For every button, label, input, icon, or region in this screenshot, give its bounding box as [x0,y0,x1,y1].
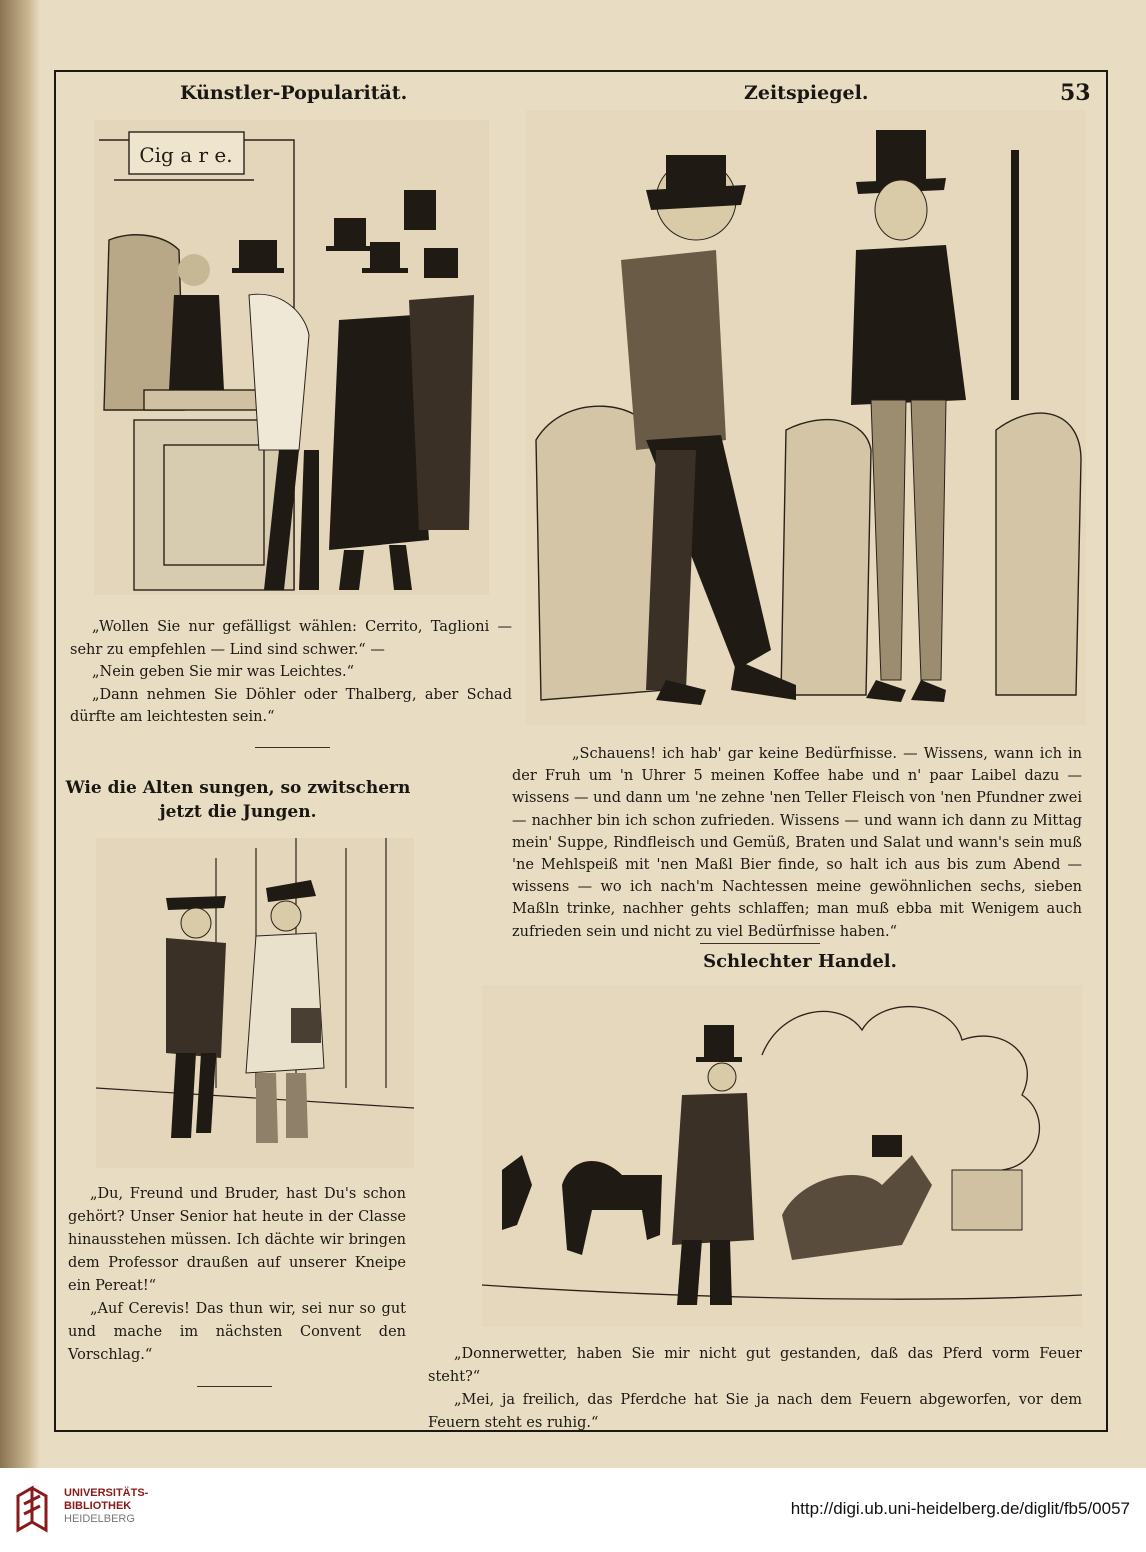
caption-line: „Wollen Sie nur gefälligst wählen: Cerrito, Taglioni — sehr zu empfehlen — Lind sind schwer.“ — [70,619,512,658]
section-divider [197,1386,272,1387]
section-divider [255,747,330,748]
library-footer [0,1468,1146,1552]
cigar-shop-caption [70,616,512,729]
caption-line: „Mei, ja freilich, das Pferdche hat Sie ja nach dem Feuern abgeworfen, vor dem Feuern steht es ruhig.“ [428,1392,1082,1431]
library-name-line: UNIVERSITÄTS- [64,1487,149,1499]
page-number: 53 [1060,80,1091,106]
caption-line: „Donnerwetter, haben Sie mir nicht gut gestanden, daß das Pferd vorm Feuer steht?“ [428,1346,1082,1385]
caption-line: „Nein geben Sie mir was Leichtes.“ [92,664,355,680]
students-illustration [96,838,414,1168]
left-header-title: Künstler-Popularität. [180,82,408,104]
shop-sign: Cig a r e. [139,143,233,167]
caption-line: „Du, Freund und Bruder, hast Du's schon gehört? Unser Senior hat heute in der Classe hinausstehen müssen. Ich dächte wir bringen dem Professor draußen auf unserer Kneipe ein Pereat!“ [68,1186,406,1294]
caption-line: „Schauens! ich hab' gar keine Bedürfnisse. — Wissens, wann ich in der Fruh um 'n Uhrer 5 meinen Koffee habe und n' paar Laibel dazu — wissens — und dann um 'ne zehne 'nen Teller Fleisch von 'nen Pfundner zwei — nachher bin ich schon zufrieden. Wissens — und wann ich dann zu Mittag mein' Suppe, Rindfleisch und Gemüß, Braten und Salat und wann's sein muß 'ne Mehlspeiß mit 'nen Maßl Bier finde, so halt ich aus bis zum Abend — wissens — wo ich nach'm Nachtessen meine gewöhnlichen sechs, sieben Maßln trinke, nachher gehts schlaffen; man muß ebba mit Wenigem auch zufrieden sein und nicht zu viel Bedürfnisse haben.“ [512,746,1082,940]
section-divider [700,943,820,944]
horse-trade-illustration [482,985,1082,1327]
library-name-line: BIBLIOTHEK [64,1500,132,1512]
two-men-caption [512,743,1082,943]
horse-trade-caption [428,1343,1082,1435]
right-header-title: Zeitspiegel. [744,82,869,104]
students-caption [68,1183,406,1367]
cigar-shop-illustration [94,120,489,595]
library-logo-icon[interactable] [14,1484,56,1536]
library-name [64,1487,148,1526]
caption-line: „Auf Cerevis! Das thun wir, sei nur so gut und mache im nächsten Convent den Vorschlag.“ [68,1301,406,1363]
two-men-illustration [526,110,1086,725]
library-name-line: HEIDELBERG [64,1513,135,1525]
source-url-link[interactable]: http://digi.ub.uni-heidelberg.de/diglit/fb5/0057 [790,1499,1130,1518]
caption-line: „Dann nehmen Sie Döhler oder Thalberg, aber Schad dürfte am leichtesten sein.“ [70,686,512,725]
horse-trade-title: Schlechter Handel. [703,951,897,972]
cigar-shop-sign-group [139,143,232,167]
students-title: Wie die Alten sungen, so zwitschern jetzt die Jungen. [65,778,411,822]
